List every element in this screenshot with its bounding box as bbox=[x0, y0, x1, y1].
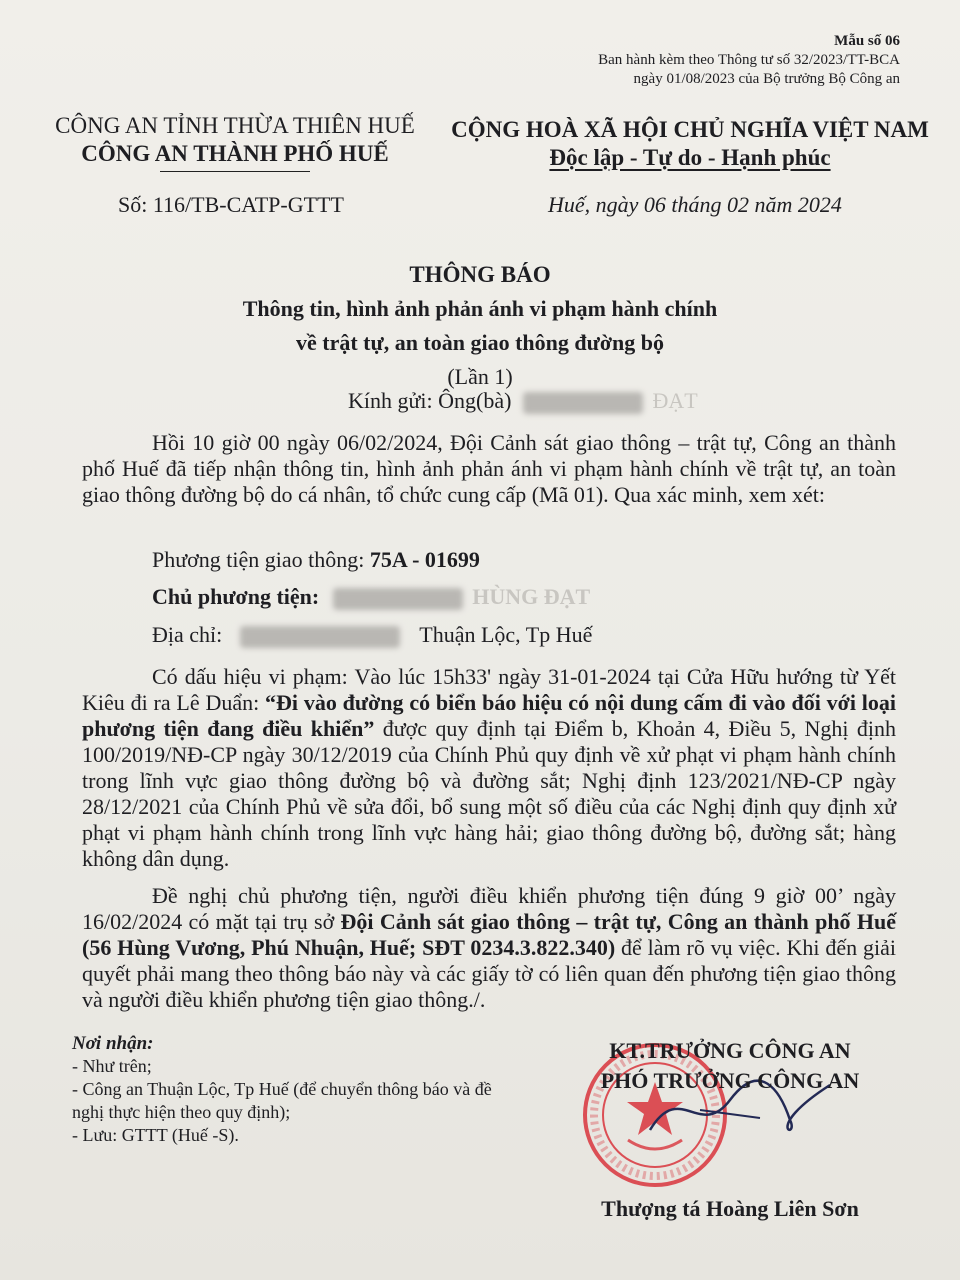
violation-paragraph bbox=[82, 664, 896, 872]
violation-description: “Đi vào đường có biển báo hiệu có nội dung cấm đi vào đối với loại phương tiện đang điều khiển” bbox=[82, 690, 896, 741]
parent-agency: CÔNG AN TỈNH THỪA THIÊN HUẾ bbox=[55, 113, 415, 138]
recipient-item: - Công an Thuận Lộc, Tp Huế (để chuyển thông báo và đề nghị thực hiện theo quy định); bbox=[72, 1079, 492, 1122]
address-label: Địa chỉ: bbox=[152, 622, 223, 647]
signatory-title bbox=[560, 1036, 900, 1096]
request-office: Đội Cảnh sát giao thông – trật tự, Công an thành phố Huế (56 Hùng Vương, Phú Nhuận, Huế; SĐT 0234.3.822.340) bbox=[82, 909, 896, 960]
document-title bbox=[0, 258, 960, 394]
redacted-owner-name bbox=[333, 588, 463, 610]
document-date: Huế, ngày 06 tháng 02 năm 2024 bbox=[548, 192, 842, 217]
greeting-label: Kính gửi: Ông(bà) bbox=[348, 388, 512, 413]
vehicle-plate: 75A - 01699 bbox=[369, 547, 480, 572]
national-motto: Độc lập - Tự do - Hạnh phúc bbox=[549, 145, 831, 170]
recipients-block bbox=[72, 1032, 512, 1147]
title-line-1: Thông tin, hình ảnh phản ánh vi phạm hành chính bbox=[242, 296, 718, 321]
violation-legal-basis: được quy định tại Điểm b, Khoản 4, Điều 5, Nghị định 100/2019/NĐ-CP ngày 30/12/2019 của Chính Phủ quy định về xử phạt vi phạm hành chính trong lĩnh vực giao thông đường bộ và đường sắt; Nghị định 123/2021/NĐ-CP ngày 28/12/2021 của Chính Phủ về sửa đổi, bổ sung một số điều của các Nghị định quy định xử phạt vi phạm hành chính trong lĩnh vực hàng hải; giao thông đường bộ, đường sắt; hàng không dân dụng. bbox=[82, 716, 896, 871]
issuing-agency-header bbox=[40, 112, 430, 172]
recipient-item: - Như trên; bbox=[72, 1056, 152, 1076]
intro-paragraph: Hồi 10 giờ 00 ngày 06/02/2024, Đội Cảnh sát giao thông – trật tự, Công an thành phố Huế đã tiếp nhận thông tin, hình ảnh phản ánh vi phạm hành chính về trật tự, an toàn giao thông đường bộ do cá nhân, tổ chức cung cấp (Mã 01). Qua xác minh, xem xét: bbox=[82, 430, 896, 507]
form-issued-line: Ban hành kèm theo Thông tư số 32/2023/TT-BCA bbox=[598, 52, 900, 68]
national-header bbox=[440, 116, 940, 172]
recipient-item: - Lưu: GTTT (Huế -S). bbox=[72, 1125, 239, 1145]
title-main: THÔNG BÁO bbox=[409, 262, 551, 287]
request-intro: Đề nghị chủ phương tiện, người điều khiển phương tiện đúng 9 giờ 00’ ngày 16/02/2024 có mặt tại trụ sở bbox=[82, 883, 896, 934]
title-line-2: về trật tự, an toàn giao thông đường bộ bbox=[295, 330, 664, 355]
greeting bbox=[348, 388, 698, 414]
redacted-address bbox=[240, 626, 400, 648]
owner-name-suffix: HÙNG ĐẠT bbox=[472, 584, 591, 609]
form-reference bbox=[598, 32, 900, 89]
recipients-heading: Nơi nhận: bbox=[72, 1033, 154, 1054]
agency-name: CÔNG AN THÀNH PHỐ HUẾ bbox=[81, 141, 389, 166]
signatory-line-2: PHÓ TRƯỞNG CÔNG AN bbox=[600, 1068, 860, 1093]
attempt-number: (Lần 1) bbox=[447, 364, 513, 389]
form-number: Mẫu số 06 bbox=[834, 33, 900, 49]
form-issued-date: ngày 01/08/2023 của Bộ trưởng Bộ Công an bbox=[633, 71, 900, 87]
address-value: Thuận Lộc, Tp Huế bbox=[419, 622, 593, 647]
signatory-line-1: KT.TRƯỞNG CÔNG AN bbox=[609, 1038, 851, 1063]
signer-name: Thượng tá Hoàng Liên Sơn bbox=[601, 1196, 859, 1221]
request-details: để làm rõ vụ việc. Khi đến giải quyết phải mang theo thông báo này và các giấy tờ có liên quan đến phương tiện giao thông và người điều khiển phương tiện giao thông./. bbox=[82, 935, 896, 1012]
vehicle-label: Phương tiện giao thông: bbox=[152, 547, 365, 572]
country-name: CỘNG HOÀ XÃ HỘI CHỦ NGHĨA VIỆT NAM bbox=[451, 117, 929, 142]
greeting-name-suffix: ĐẠT bbox=[652, 388, 698, 413]
redacted-name bbox=[523, 392, 643, 414]
violation-intro: Có dấu hiệu vi phạm: Vào lúc 15h33' ngày 31-01-2024 tại Cửa Hữu hướng từ Yết Kiêu đi ra Lê Duẩn: bbox=[82, 664, 896, 715]
document-number: Số: 116/TB-CATP-GTTT bbox=[118, 192, 344, 217]
address-field bbox=[152, 622, 592, 648]
owner-label: Chủ phương tiện: bbox=[152, 584, 320, 609]
vehicle-field bbox=[152, 547, 480, 573]
agency-underline bbox=[160, 171, 310, 172]
request-paragraph bbox=[82, 883, 896, 1013]
owner-field bbox=[152, 584, 590, 610]
